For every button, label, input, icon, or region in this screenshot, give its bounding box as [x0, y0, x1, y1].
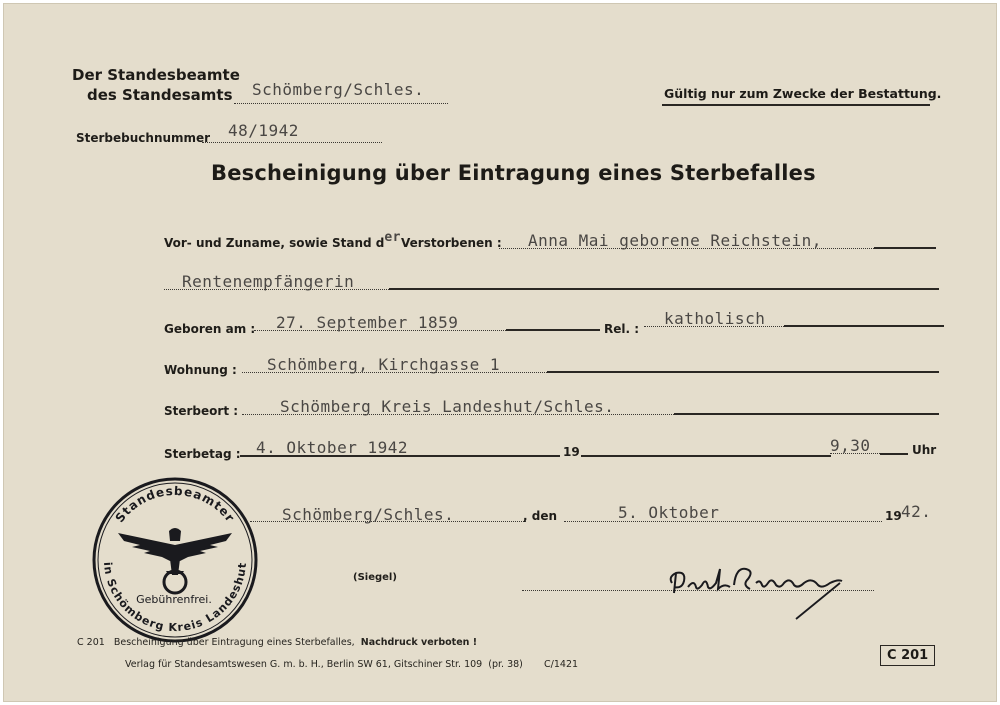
register-no-line	[202, 142, 382, 143]
place-of-death-dots	[242, 414, 674, 415]
office-line-2: des Standesamts	[87, 86, 233, 104]
date-of-death-year-prefix: 19	[563, 445, 580, 459]
seal-top-text: Standesbeamter	[112, 483, 238, 526]
date-of-death-value: 4. Oktober 1942	[256, 438, 408, 457]
born-line	[506, 329, 600, 331]
place-of-death-line	[674, 413, 939, 415]
religion-label: Rel. :	[604, 322, 640, 336]
deceased-label: Vor- und Zuname, sowie Stand derVerstorbenen :	[164, 230, 502, 250]
time-of-death-dots	[830, 453, 880, 454]
time-of-death-line	[880, 453, 908, 455]
issued-year-suffix: 42.	[901, 502, 932, 521]
issued-date-dots	[564, 521, 882, 522]
place-of-death-label: Sterbeort :	[164, 404, 239, 418]
eagle-emblem-icon	[118, 528, 232, 593]
time-of-death-value: 9,30	[830, 436, 871, 455]
born-label: Geboren am :	[164, 322, 256, 336]
religion-value: katholisch	[664, 309, 766, 328]
date-of-death-year-line	[581, 455, 831, 457]
office-place-line	[234, 103, 448, 104]
page-title: Bescheinigung über Eintragung eines Sterbefalles	[211, 161, 816, 185]
religion-dots	[644, 326, 784, 327]
form-number-box: C 201	[880, 645, 935, 666]
validity-underline	[662, 104, 930, 106]
born-dots	[254, 330, 506, 331]
issued-place-value: Schömberg/Schles.	[282, 505, 455, 524]
deceased-name-value: Anna Mai geborene Reichstein,	[528, 231, 822, 250]
residence-line	[547, 371, 939, 373]
deceased-status-value: Rentenempfängerin	[182, 272, 355, 291]
official-seal	[90, 475, 260, 645]
issued-den-label: , den	[523, 509, 558, 523]
issued-year-prefix: 19	[885, 509, 902, 523]
religion-line	[784, 325, 944, 327]
office-line-1: Der Standesbeamte	[72, 66, 240, 84]
validity-note: Gültig nur zum Zwecke der Bestattung.	[664, 86, 942, 101]
time-unit-label: Uhr	[912, 443, 937, 457]
seal-bottom-text: in Schömberg Kreis Landeshut	[101, 561, 250, 635]
issued-date-value: 5. Oktober	[618, 503, 720, 522]
born-value: 27. September 1859	[276, 313, 459, 332]
deceased-status-line	[389, 288, 939, 290]
seal-label: (Siegel)	[353, 572, 397, 583]
issued-place-dots	[250, 521, 526, 522]
residence-label: Wohnung :	[164, 363, 237, 377]
seal-fee-text: Gebührenfrei.	[136, 593, 212, 606]
footer-line-1: C 201 Bescheinigung über Eintragung eines Sterbefalles, Nachdruck verboten !	[77, 637, 478, 648]
place-of-death-value: Schömberg Kreis Landeshut/Schles.	[280, 397, 615, 416]
certificate-page	[3, 3, 997, 702]
deceased-name-line	[874, 247, 936, 249]
residence-value: Schömberg, Kirchgasse 1	[267, 355, 501, 374]
footer-line-2: Verlag für Standesamtswesen G. m. b. H., Berlin SW 61, Gitschiner Str. 109 (pr. 38) C/1421	[125, 659, 579, 670]
office-place-value: Schömberg/Schles.	[252, 80, 425, 99]
signature	[664, 559, 854, 629]
register-no-label: Sterbebuchnummer	[76, 131, 211, 145]
date-of-death-label: Sterbetag :	[164, 447, 241, 461]
register-no-value: 48/1942	[228, 121, 299, 140]
date-of-death-line	[240, 455, 560, 457]
deceased-status-dots	[164, 289, 389, 290]
deceased-name-dots	[499, 248, 874, 249]
residence-dots	[242, 372, 547, 373]
